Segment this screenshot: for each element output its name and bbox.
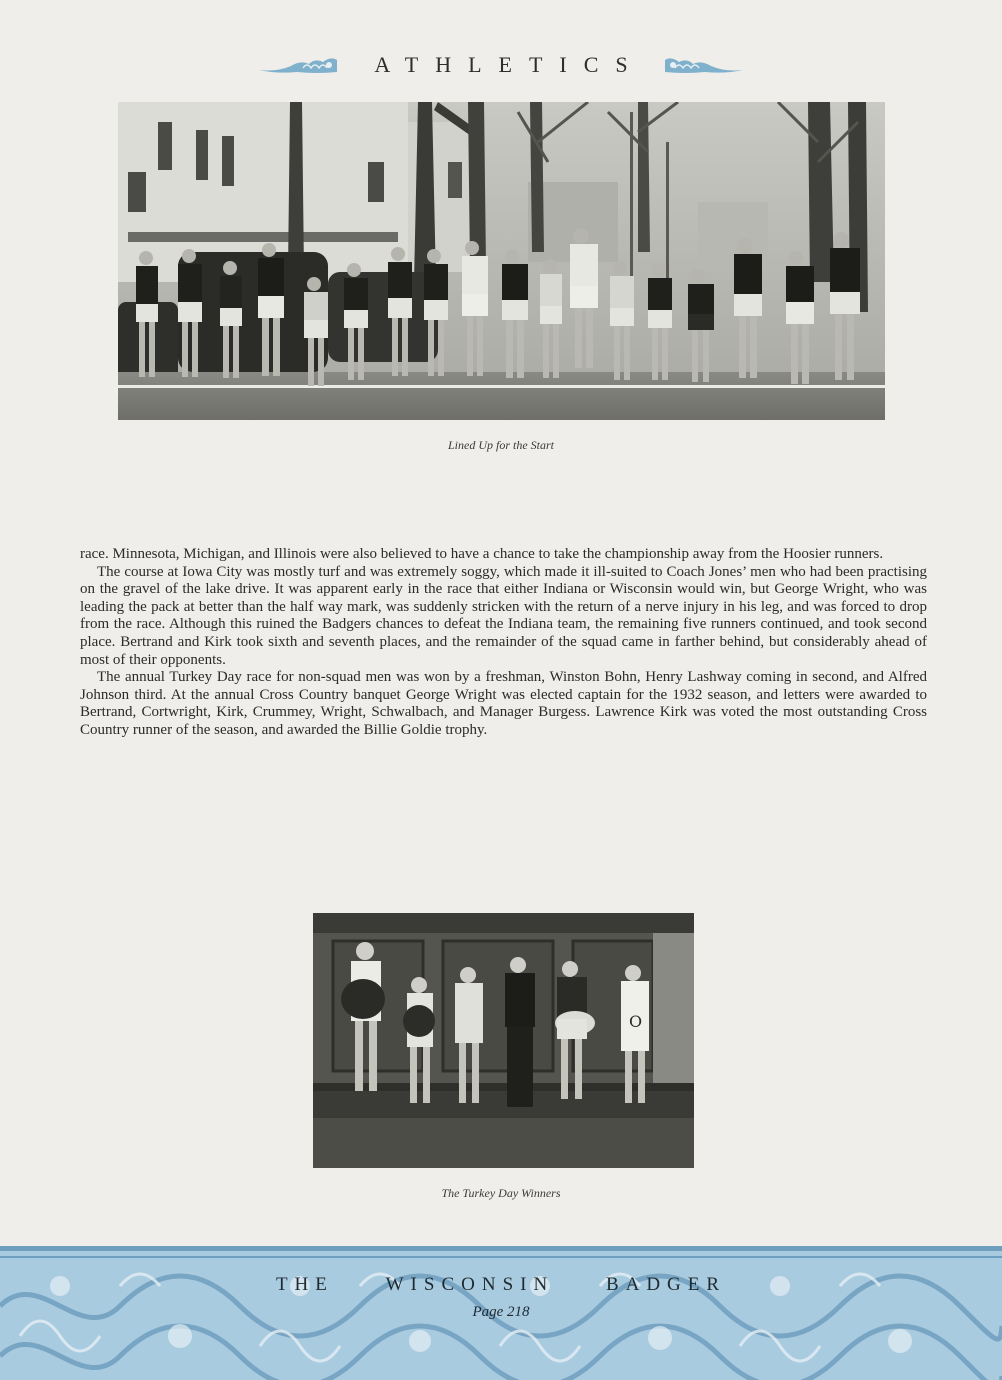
top-photo-caption: Lined Up for the Start (447, 438, 554, 452)
left-scroll-ornament-icon (257, 54, 339, 76)
turkey-day-winners-photo (313, 913, 694, 1168)
article-paragraph: The course at Iowa City was mostly turf and was extremely soggy, which made it ill-suited to Coach Jones’ men who had been practising on the gravel of the lake drive. It was apparent early in the race that either Indiana or Wisconsin would win, but George Wright, who was leading the pack at better than the half way mark, was suddenly stricken with the return of a nerve injury in his leg, and was forced to drop from the race. Although this ruined the Badgers chances to defeat the Indiana team, the remaining five runners continued, and took second place. Bertrand and Kirk took sixth and seventh places, and the remainder of the squad came in farther behind, but considerably ahead of most of their opponents. (80, 563, 927, 668)
section-title: ATHLETICS (374, 52, 645, 77)
page-header (0, 48, 1002, 82)
page-number: Page 218 (472, 1304, 530, 1320)
publication-title-word: THE (275, 1274, 334, 1295)
bottom-photo-caption: The Turkey Day Winners (441, 1186, 561, 1200)
runners-lined-up-photo (118, 102, 885, 420)
article-paragraph: The annual Turkey Day race for non-squad men was won by a freshman, Winston Bohn, Henry Lashway coming in second, and Alfred Johnson third. At the annual Cross Country banquet George Wright was elected captain for the 1932 season, and letters were awarded to Bertrand, Cortwright, Kirk, Crummey, Wright, Schwalbach, and Manager Burgess. Lawrence Kirk was voted the most outstanding Cross Country runner of the season, and awarded the Billie Goldie trophy. (80, 669, 927, 738)
article-paragraph: race. Minnesota, Michigan, and Illinois were also believed to have a chance to take the championship away from the Hoosier runners. (80, 546, 884, 562)
page-footer (0, 1246, 1002, 1380)
article-body (80, 546, 927, 740)
publication-title-word: BADGER (605, 1274, 727, 1295)
svg-text:O: O (629, 1012, 643, 1031)
publication-title (0, 1274, 1002, 1296)
publication-title-word: WISCONSIN (385, 1274, 555, 1295)
right-scroll-ornament-icon (663, 54, 745, 76)
